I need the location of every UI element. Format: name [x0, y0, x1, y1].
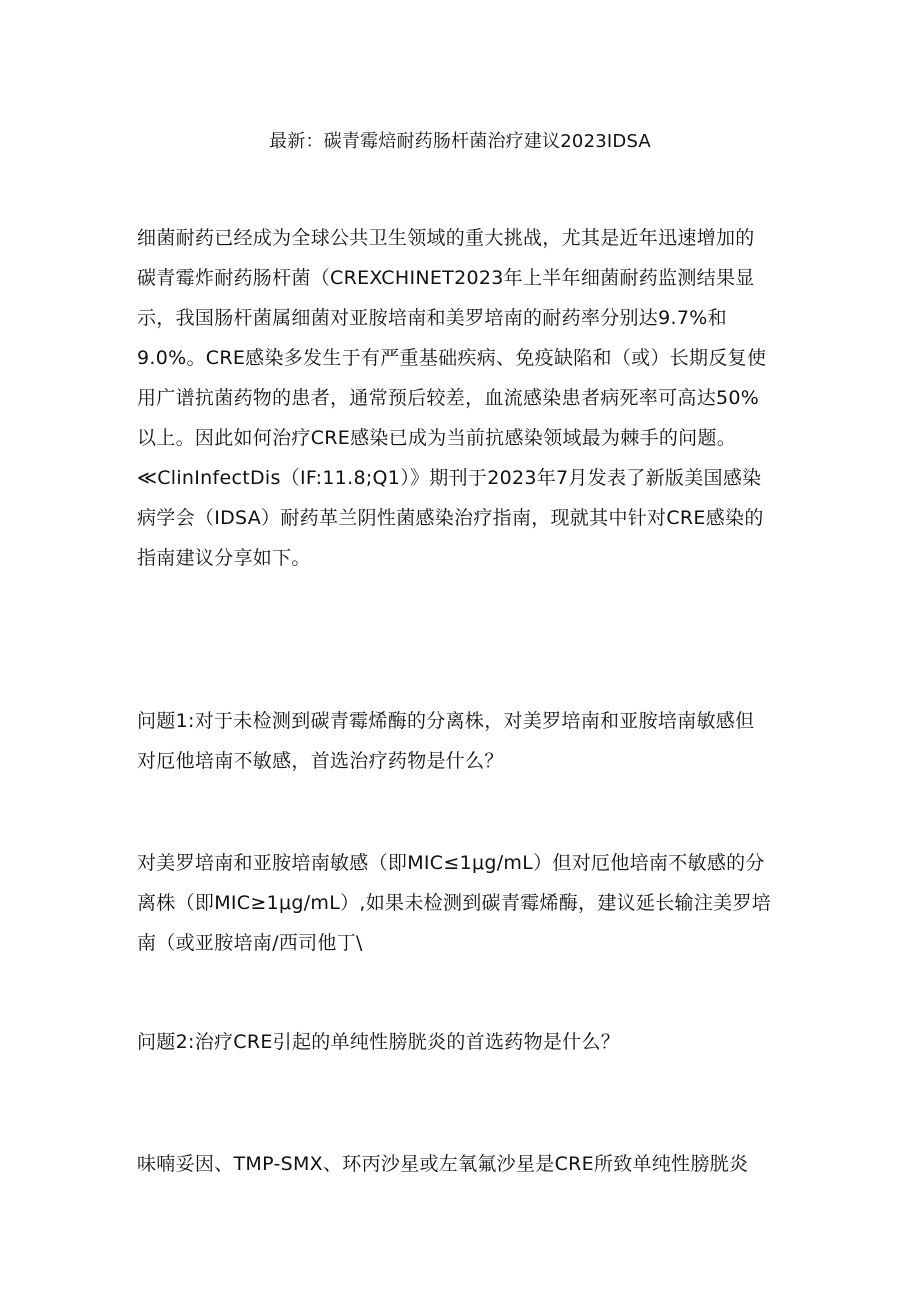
paragraph-line: 示，我国肠杆菌属细菌对亚胺培南和美罗培南的耐药率分别达9.7%和: [137, 307, 727, 329]
paragraph-line: 指南建议分享如下。: [137, 547, 311, 569]
paragraph-line: 碳青霉炸耐药肠杆菌（CREXCHINET2023年上半年细菌耐药监测结果显: [137, 267, 755, 289]
paragraph-line: 用广谱抗菌药物的患者，通常预后较差，血流感染患者病死率可高达50%: [137, 387, 760, 409]
paragraph-line: 9.0%。CRE感染多发生于有严重基础疾病、免疫缺陷和（或）长期反复使: [137, 347, 767, 369]
paragraph-line: ≪ClinInfectDis（IF:11.8;Q1）》期刊于2023年7月发表了新版美国感染: [137, 467, 762, 489]
question-1: [137, 701, 787, 781]
question-line: 问题1:对于未检测到碳青霉烯酶的分离株，对美罗培南和亚胺培南敏感但: [137, 710, 755, 732]
paragraph-line: 以上。因此如何治疗CRE感染已成为当前抗感染领域最为棘手的问题。: [137, 427, 737, 449]
document-title: 最新：碳青霉焙耐药肠杆菌治疗建议2023IDSA: [269, 131, 651, 152]
answer-1: [137, 843, 787, 963]
paragraph-line: 细菌耐药已经成为全球公共卫生领域的重大挑战，尤其是近年迅速增加的: [137, 227, 755, 249]
intro-paragraph: [137, 218, 787, 578]
answer-line: 对美罗培南和亚胺培南敏感（即MIC≤1μg∕mL）但对厄他培南不敏感的分: [137, 852, 765, 874]
question-2: [137, 1022, 787, 1062]
question-line: 对厄他培南不敏感，首选治疗药物是什么？: [137, 750, 504, 772]
question-line: 问题2:治疗CRE引起的单纯性膀胱炎的首选药物是什么？: [137, 1031, 621, 1053]
answer-line: 南（或亚胺培南/西司他丁\: [137, 932, 363, 954]
paragraph-line: 病学会（IDSA）耐药革兰阴性菌感染治疗指南，现就其中针对CRE感染的: [137, 507, 764, 529]
answer-2: [137, 1144, 787, 1184]
answer-line: 味喃妥因、TMP-SMX、环丙沙星或左氧氟沙星是CRE所致单纯性膀胱炎: [137, 1153, 749, 1175]
answer-line: 离株（即MIC≥1μg∕mL）,如果未检测到碳青霉烯酶，建议延长输注美罗培: [137, 892, 772, 914]
